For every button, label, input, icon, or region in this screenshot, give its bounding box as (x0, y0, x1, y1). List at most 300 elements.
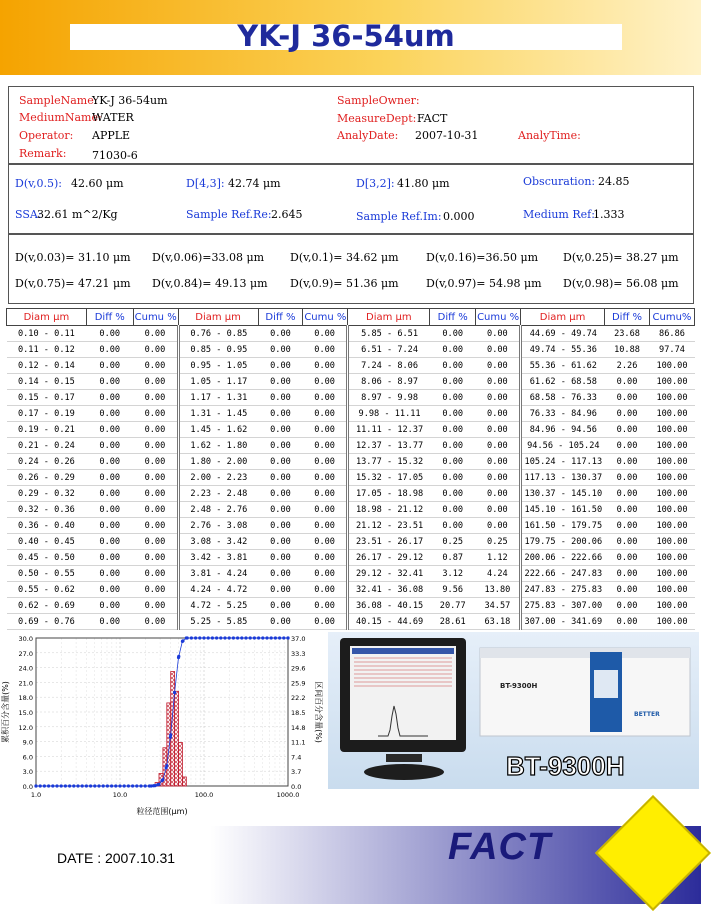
cumu-cell: 100.00 (649, 598, 694, 614)
diff-cell: 0.87 (430, 550, 476, 566)
diam-cell: 9.98 - 11.11 (348, 406, 430, 422)
medium-name-value: WATER (92, 111, 134, 124)
cumu-point (43, 784, 46, 787)
diam-cell: 307.00 - 341.69 (521, 614, 605, 630)
d43-value: 42.74 μm (228, 177, 281, 190)
left-tick-label: 21.0 (18, 679, 33, 688)
right-tick-label: 7.4 (291, 753, 302, 762)
cumu-header: Cumu % (303, 309, 348, 326)
percentile-value: D(v,0.84)= 49.13 μm (152, 277, 268, 290)
diam-cell: 161.50 - 179.75 (521, 518, 605, 534)
cumu-cell: 0.00 (133, 326, 178, 342)
diff-cell: 0.00 (258, 326, 303, 342)
diam-cell: 11.11 - 12.37 (348, 422, 430, 438)
right-tick-label: 29.6 (291, 664, 306, 673)
cumu-cell: 0.00 (303, 550, 348, 566)
diam-cell: 0.12 - 0.14 (7, 358, 87, 374)
right-tick-label: 3.7 (291, 768, 302, 777)
diff-cell: 0.00 (258, 534, 303, 550)
right-tick-label: 18.5 (291, 709, 306, 717)
diff-cell: 2.26 (605, 358, 650, 374)
cumu-cell: 100.00 (649, 454, 694, 470)
cumu-point (261, 636, 264, 639)
percentile-value: D(v,0.25)= 38.27 μm (563, 251, 679, 264)
cumu-point (278, 636, 281, 639)
cumu-point (72, 784, 75, 787)
table-row (7, 470, 695, 486)
diff-cell: 28.61 (430, 614, 476, 630)
cumu-cell: 100.00 (649, 470, 694, 486)
cumu-point (165, 764, 168, 767)
diam-cell: 2.48 - 2.76 (178, 502, 258, 518)
diam-cell: 55.36 - 61.62 (521, 358, 605, 374)
diff-cell: 0.00 (258, 598, 303, 614)
diam-cell: 5.25 - 5.85 (178, 614, 258, 630)
left-tick-label: 30.0 (18, 635, 33, 643)
left-tick-label: 27.0 (18, 649, 33, 658)
cumu-cell: 0.00 (476, 438, 521, 454)
distribution-chart (0, 630, 322, 822)
diam-cell: 275.83 - 307.00 (521, 598, 605, 614)
diam-cell: 84.96 - 94.56 (521, 422, 605, 438)
table-row (7, 374, 695, 390)
diam-cell: 0.45 - 0.50 (7, 550, 87, 566)
cumu-point (131, 784, 134, 787)
diam-cell: 0.62 - 0.69 (7, 598, 87, 614)
cumu-cell: 0.00 (133, 614, 178, 630)
diam-cell: 3.42 - 3.81 (178, 550, 258, 566)
diam-cell: 179.75 - 200.06 (521, 534, 605, 550)
measure-dept-label: MeasureDept: (337, 112, 417, 125)
cumu-cell: 0.00 (303, 390, 348, 406)
cumu-point (270, 636, 273, 639)
cumu-cell: 0.00 (303, 486, 348, 502)
diam-cell: 0.17 - 0.19 (7, 406, 87, 422)
diff-cell: 0.00 (86, 374, 133, 390)
percentile-value: D(v,0.75)= 47.21 μm (15, 277, 131, 290)
cumu-point (118, 784, 121, 787)
diam-cell: 0.15 - 0.17 (7, 390, 87, 406)
diam-cell: 2.00 - 2.23 (178, 470, 258, 486)
diam-header: Diam μm (348, 309, 430, 326)
cumu-point (253, 636, 256, 639)
cumu-cell: 0.00 (303, 534, 348, 550)
diff-cell: 0.00 (258, 582, 303, 598)
cumu-point (89, 784, 92, 787)
cumu-cell: 0.00 (133, 550, 178, 566)
diff-cell: 0.00 (430, 406, 476, 422)
cumu-cell: 0.00 (476, 518, 521, 534)
cumu-point (202, 636, 205, 639)
instrument-illustration (328, 632, 699, 789)
ref-im-value: 0.000 (443, 210, 475, 223)
cumu-cell: 0.00 (476, 422, 521, 438)
diff-bar (167, 703, 171, 786)
cumu-cell: 0.00 (133, 534, 178, 550)
cumu-point (157, 783, 160, 786)
diam-cell: 7.24 - 8.06 (348, 358, 430, 374)
diam-cell: 3.81 - 4.24 (178, 566, 258, 582)
operator-label: Operator: (19, 129, 74, 142)
diam-cell: 1.17 - 1.31 (178, 390, 258, 406)
diam-cell: 1.80 - 2.00 (178, 454, 258, 470)
analyzer-top (480, 648, 690, 658)
cumu-cell: 1.12 (476, 550, 521, 566)
diff-cell: 0.00 (430, 518, 476, 534)
cumu-point (139, 784, 142, 787)
diff-cell: 0.00 (605, 454, 650, 470)
x-tick-label: 1000.0 (276, 791, 300, 799)
cumu-point (181, 639, 184, 642)
cumu-point (219, 636, 222, 639)
cumu-cell: 100.00 (649, 518, 694, 534)
diff-cell: 0.00 (605, 534, 650, 550)
obscuration-label: Obscuration: (523, 175, 596, 188)
d32-label: D[3,2]: (356, 177, 395, 190)
diff-cell: 0.00 (258, 454, 303, 470)
cumu-cell: 100.00 (649, 582, 694, 598)
diam-cell: 0.76 - 0.85 (178, 326, 258, 342)
cumu-point (173, 691, 176, 694)
percentile-value: D(v,0.16)=36.50 μm (426, 251, 539, 264)
diff-cell: 10.88 (605, 342, 650, 358)
cumu-point (55, 784, 58, 787)
diff-cell: 0.00 (430, 422, 476, 438)
percentile-value: D(v,0.03)= 31.10 μm (15, 251, 131, 264)
cumu-cell: 0.00 (133, 358, 178, 374)
cumu-point (223, 636, 226, 639)
diam-cell: 117.13 - 130.37 (521, 470, 605, 486)
d50-label: D(v,0.5): (15, 177, 63, 190)
cumu-cell: 100.00 (649, 614, 694, 630)
instrument-photo (328, 632, 699, 789)
cumu-point (240, 636, 243, 639)
diff-cell: 0.25 (430, 534, 476, 550)
cumu-cell: 0.00 (476, 406, 521, 422)
cumu-point (127, 784, 130, 787)
diff-cell: 0.00 (86, 598, 133, 614)
diam-cell: 3.08 - 3.42 (178, 534, 258, 550)
percentile-value: D(v,0.98)= 56.08 μm (563, 277, 679, 290)
table-row (7, 582, 695, 598)
diff-cell: 0.00 (86, 358, 133, 374)
table-row (7, 598, 695, 614)
cumu-cell: 0.00 (476, 470, 521, 486)
table-row (7, 550, 695, 566)
diff-header: Diff % (430, 309, 476, 326)
table-row (7, 454, 695, 470)
cumu-point (85, 784, 88, 787)
cumu-header: Cumu % (133, 309, 178, 326)
ref-re-value: 2.645 (271, 208, 303, 221)
diam-cell: 0.36 - 0.40 (7, 518, 87, 534)
diam-cell: 145.10 - 161.50 (521, 502, 605, 518)
x-tick-label: 100.0 (194, 791, 214, 799)
diam-header: Diam μm (521, 309, 605, 326)
diff-cell: 0.00 (258, 390, 303, 406)
cumu-cell: 100.00 (649, 374, 694, 390)
cumu-cell: 63.18 (476, 614, 521, 630)
right-tick-label: 14.8 (291, 723, 306, 732)
diff-cell: 0.00 (430, 502, 476, 518)
diam-cell: 8.06 - 8.97 (348, 374, 430, 390)
percentile-value: D(v,0.97)= 54.98 μm (426, 277, 542, 290)
brand-text: BETTER (634, 711, 660, 718)
cumu-cell: 0.00 (476, 454, 521, 470)
left-tick-label: 12.0 (18, 723, 33, 732)
diff-cell: 0.00 (605, 390, 650, 406)
cumu-point (135, 784, 138, 787)
diam-cell: 0.29 - 0.32 (7, 486, 87, 502)
cumu-cell: 0.00 (133, 502, 178, 518)
diff-cell: 0.00 (430, 438, 476, 454)
cumu-cell: 100.00 (649, 390, 694, 406)
diam-cell: 32.41 - 36.08 (348, 582, 430, 598)
cumu-cell: 0.00 (133, 518, 178, 534)
cumu-cell: 0.00 (303, 598, 348, 614)
diff-cell: 0.00 (605, 582, 650, 598)
cumu-point (169, 733, 172, 736)
cumu-cell: 97.74 (649, 342, 694, 358)
diff-cell: 0.00 (605, 614, 650, 630)
x-tick-label: 10.0 (112, 791, 128, 799)
diam-header: Diam μm (7, 309, 87, 326)
sample-name-label: SampleName: (19, 94, 98, 107)
percentile-value: D(v,0.06)=33.08 μm (152, 251, 265, 264)
ref-im-label: Sample Ref.Im: (356, 210, 442, 223)
diam-cell: 0.11 - 0.12 (7, 342, 87, 358)
analyzer-model-text: BT-9300H (500, 682, 538, 690)
diam-cell: 0.32 - 0.36 (7, 502, 87, 518)
cumu-point (232, 636, 235, 639)
cumu-cell: 0.00 (303, 582, 348, 598)
cumu-cell: 100.00 (649, 550, 694, 566)
sample-owner-label: SampleOwner: (337, 94, 420, 107)
cumu-cell: 34.57 (476, 598, 521, 614)
chart-gridlines (36, 638, 288, 786)
cumu-cell: 0.00 (133, 406, 178, 422)
left-tick-label: 3.0 (22, 768, 33, 777)
cumu-cell: 0.00 (303, 374, 348, 390)
cumu-point (177, 655, 180, 658)
cumu-cell: 0.00 (303, 438, 348, 454)
diam-cell: 200.06 - 222.66 (521, 550, 605, 566)
cumu-point (81, 784, 84, 787)
medium-name-label: MediumName: (19, 111, 102, 124)
cumu-cell: 0.00 (133, 598, 178, 614)
cumu-point (123, 784, 126, 787)
diff-cell: 0.00 (258, 358, 303, 374)
table-row (7, 390, 695, 406)
right-axis-ticks (291, 635, 305, 791)
diam-cell: 13.77 - 15.32 (348, 454, 430, 470)
diff-cell: 0.00 (605, 438, 650, 454)
cumu-point (194, 636, 197, 639)
cumu-cell: 100.00 (649, 438, 694, 454)
cumu-point (215, 636, 218, 639)
cumu-cell: 100.00 (649, 358, 694, 374)
diff-bars (151, 672, 186, 786)
screen-titlebar (352, 648, 454, 654)
diam-cell: 0.26 - 0.29 (7, 470, 87, 486)
diff-cell: 0.00 (258, 470, 303, 486)
cumu-cell: 0.00 (303, 566, 348, 582)
diff-cell: 0.00 (430, 374, 476, 390)
diam-cell: 29.12 - 32.41 (348, 566, 430, 582)
diam-cell: 18.98 - 21.12 (348, 502, 430, 518)
cumu-point (153, 784, 156, 787)
cumu-header: Cumu% (649, 309, 694, 326)
diff-cell: 0.00 (86, 566, 133, 582)
percentile-panel (8, 234, 694, 304)
left-tick-label: 0.0 (22, 783, 33, 791)
cumu-cell: 0.00 (133, 454, 178, 470)
summary-stats-panel (8, 164, 694, 234)
diff-cell: 0.00 (605, 566, 650, 582)
diam-cell: 61.62 - 68.58 (521, 374, 605, 390)
cumu-point (34, 784, 37, 787)
diff-cell: 0.00 (86, 550, 133, 566)
cumu-cell: 0.00 (133, 486, 178, 502)
diam-cell: 222.66 - 247.83 (521, 566, 605, 582)
diam-cell: 5.85 - 6.51 (348, 326, 430, 342)
cumu-point (102, 784, 105, 787)
table-row (7, 502, 695, 518)
diff-cell: 0.00 (258, 438, 303, 454)
cumu-point (64, 784, 67, 787)
cumu-point (286, 636, 289, 639)
diam-cell: 130.37 - 145.10 (521, 486, 605, 502)
diff-cell: 0.00 (86, 454, 133, 470)
cumu-cell: 0.00 (476, 390, 521, 406)
diam-cell: 36.08 - 40.15 (348, 598, 430, 614)
diff-cell: 0.00 (86, 342, 133, 358)
diff-cell: 0.00 (258, 518, 303, 534)
diff-cell: 9.56 (430, 582, 476, 598)
medium-ref-value: 1.333 (593, 208, 625, 221)
cumu-point (110, 784, 113, 787)
diam-cell: 21.12 - 23.51 (348, 518, 430, 534)
report-date: DATE : 2007.10.31 (57, 850, 176, 866)
cumu-cell: 0.00 (303, 422, 348, 438)
cumu-cell: 0.00 (303, 326, 348, 342)
cumu-cell: 0.25 (476, 534, 521, 550)
left-axis-ticks (19, 635, 33, 791)
x-axis-label: 粒径范围(μm) (136, 807, 188, 816)
diff-cell: 0.00 (605, 550, 650, 566)
diff-cell: 0.00 (605, 598, 650, 614)
cumu-point (60, 784, 63, 787)
measure-dept-value: FACT (417, 112, 448, 125)
diam-cell: 15.32 - 17.05 (348, 470, 430, 486)
diff-cell: 0.00 (86, 326, 133, 342)
medium-ref-label: Medium Ref: (523, 208, 595, 221)
cumu-cell: 100.00 (649, 566, 694, 582)
cumu-point (76, 784, 79, 787)
diam-cell: 1.45 - 1.62 (178, 422, 258, 438)
ref-re-label: Sample Ref.Re: (186, 208, 272, 221)
diff-cell: 0.00 (605, 374, 650, 390)
cumu-point (47, 784, 50, 787)
cumu-point (211, 636, 214, 639)
diam-cell: 0.19 - 0.21 (7, 422, 87, 438)
diff-cell: 0.00 (258, 342, 303, 358)
cumu-cell: 0.00 (133, 470, 178, 486)
remark-value: 71030-6 (92, 149, 138, 162)
analy-date-value: 2007-10-31 (415, 129, 479, 142)
cumu-cell: 0.00 (476, 374, 521, 390)
cumu-cell: 0.00 (133, 342, 178, 358)
size-distribution-table (6, 308, 695, 627)
obscuration-value: 24.85 (598, 175, 630, 188)
analyzer-window (594, 670, 618, 698)
diam-cell: 44.69 - 49.74 (521, 326, 605, 342)
diam-cell: 0.40 - 0.45 (7, 534, 87, 550)
cumu-point (257, 636, 260, 639)
percentile-value: D(v,0.1)= 34.62 μm (290, 251, 399, 264)
d43-label: D[4,3]: (186, 177, 225, 190)
cumu-cell: 0.00 (133, 390, 178, 406)
cumu-point (161, 778, 164, 781)
table-row (7, 406, 695, 422)
d32-value: 41.80 μm (397, 177, 450, 190)
ssa-value: 32.61 m^2/Kg (37, 208, 118, 221)
cumu-point (51, 784, 54, 787)
diff-cell: 0.00 (605, 406, 650, 422)
diff-cell: 0.00 (258, 486, 303, 502)
diam-cell: 247.83 - 275.83 (521, 582, 605, 598)
diff-cell: 0.00 (430, 470, 476, 486)
cumu-cell: 0.00 (303, 454, 348, 470)
diff-cell: 0.00 (258, 566, 303, 582)
diff-cell: 0.00 (86, 422, 133, 438)
diff-cell: 0.00 (258, 614, 303, 630)
cumu-cell: 0.00 (133, 422, 178, 438)
diam-cell: 17.05 - 18.98 (348, 486, 430, 502)
diff-cell: 0.00 (605, 518, 650, 534)
diff-cell: 0.00 (258, 502, 303, 518)
cumu-point (97, 784, 100, 787)
sample-name-value: YK-J 36-54um (92, 94, 168, 107)
diff-cell: 0.00 (430, 326, 476, 342)
cumu-cell: 0.00 (303, 614, 348, 630)
diff-cell: 20.77 (430, 598, 476, 614)
right-tick-label: 22.2 (291, 694, 306, 703)
diff-cell: 0.00 (430, 390, 476, 406)
diff-cell: 0.00 (430, 342, 476, 358)
left-tick-label: 24.0 (18, 664, 33, 673)
cumu-point (93, 784, 96, 787)
diam-cell: 0.14 - 0.15 (7, 374, 87, 390)
cumu-cell: 0.00 (476, 502, 521, 518)
diam-cell: 2.23 - 2.48 (178, 486, 258, 502)
left-tick-label: 9.0 (22, 738, 33, 747)
cumu-point (68, 784, 71, 787)
cumu-point (190, 636, 193, 639)
diam-cell: 12.37 - 13.77 (348, 438, 430, 454)
diff-cell: 0.00 (86, 406, 133, 422)
table-row (7, 486, 695, 502)
table-row (7, 438, 695, 454)
fact-logo: FACT (448, 826, 552, 868)
cumu-cell: 0.00 (476, 342, 521, 358)
table-row (7, 614, 695, 630)
right-tick-label: 25.9 (291, 679, 306, 688)
diff-cell: 0.00 (258, 422, 303, 438)
cumu-cell: 86.86 (649, 326, 694, 342)
diff-cell: 3.12 (430, 566, 476, 582)
page-title: YK-J 36-54um (237, 19, 455, 53)
